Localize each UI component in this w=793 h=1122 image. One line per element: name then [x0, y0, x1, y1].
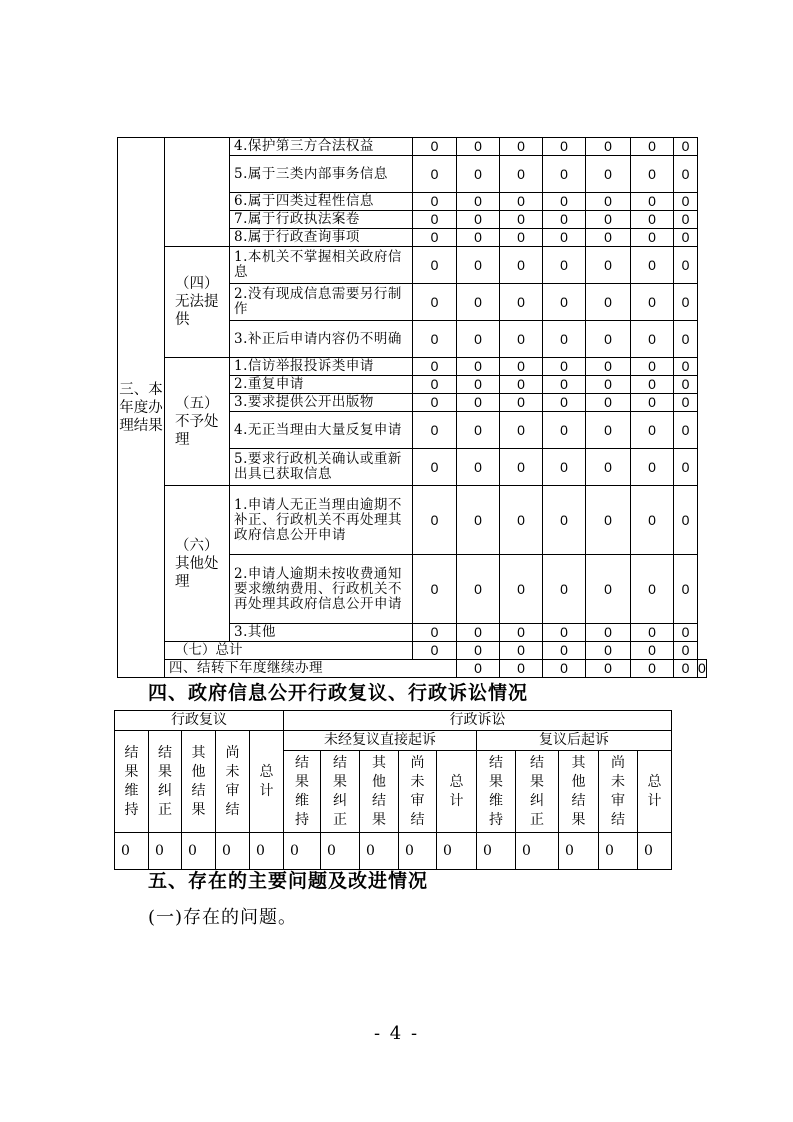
row-label: 5.要求行政机关确认或重新出具已获取信息 — [230, 449, 413, 486]
col-label: 结果维持 — [295, 754, 309, 828]
col-label: 尚未审结 — [611, 754, 625, 828]
col-label: 结果纠正 — [158, 744, 172, 818]
row-label: 4.保护第三方合法权益 — [230, 138, 413, 156]
cell-value: 0 — [543, 412, 586, 449]
cell-value: 0 — [543, 193, 586, 211]
table-row — [118, 247, 707, 284]
row-label: 2.没有现成信息需要另行制作 — [230, 284, 413, 321]
header-row — [115, 731, 672, 751]
cell-value: 0 — [586, 156, 631, 193]
cell-value: 0 — [631, 624, 674, 642]
cell-value: 0 — [586, 229, 631, 247]
cell-value: 0 — [586, 486, 631, 555]
cell-value: 0 — [543, 449, 586, 486]
cell-value: 0 — [413, 138, 457, 156]
cell-value: 0 — [631, 193, 674, 211]
cell-value: 0 — [543, 660, 586, 678]
cell-value: 0 — [674, 193, 698, 211]
cell-value: 0 — [413, 229, 457, 247]
cell-value: 0 — [500, 555, 543, 624]
group-4-label: （四）无法提供 — [165, 247, 230, 358]
cell-value: 0 — [599, 833, 638, 870]
cell-value: 0 — [500, 660, 543, 678]
after-review-header: 复议后起诉 — [477, 731, 672, 751]
direct-suit-header: 未经复议直接起诉 — [284, 731, 477, 751]
total-row-label: （七）总计 — [165, 642, 413, 660]
cell-value: 0 — [586, 624, 631, 642]
cell-value: 0 — [638, 833, 672, 870]
cell-value: 0 — [674, 624, 698, 642]
header-row — [115, 711, 672, 731]
cell-value: 0 — [399, 833, 437, 870]
cell-value: 0 — [631, 321, 674, 358]
cell-value: 0 — [457, 211, 500, 229]
cell-value: 0 — [631, 284, 674, 321]
cell-value: 0 — [457, 486, 500, 555]
cell-value: 0 — [457, 624, 500, 642]
cell-value: 0 — [457, 156, 500, 193]
cell-value: 0 — [457, 193, 500, 211]
cell-value: 0 — [674, 642, 698, 660]
cell-value: 0 — [457, 229, 500, 247]
cell-value: 0 — [543, 284, 586, 321]
cell-value: 0 — [586, 193, 631, 211]
cell-value: 0 — [586, 660, 631, 678]
cell-value: 0 — [674, 138, 698, 156]
page-number: - 4 - — [373, 1023, 420, 1044]
cell-value: 0 — [631, 555, 674, 624]
cell-value: 0 — [674, 555, 698, 624]
cell-value: 0 — [413, 358, 457, 376]
cell-value: 0 — [216, 833, 250, 870]
cell-value: 0 — [543, 555, 586, 624]
cell-value: 0 — [631, 156, 674, 193]
row-label: 7.属于行政执法案卷 — [230, 211, 413, 229]
cell-value: 0 — [457, 376, 500, 394]
table-row — [118, 358, 707, 376]
col-label: 结果纠正 — [333, 754, 347, 828]
row-label: 2.重复申请 — [230, 376, 413, 394]
cell-value: 0 — [631, 449, 674, 486]
cell-value: 0 — [586, 358, 631, 376]
cell-value: 0 — [674, 321, 698, 358]
cell-value: 0 — [115, 833, 149, 870]
review-header: 行政复议 — [115, 711, 284, 731]
col-label: 总计 — [259, 763, 274, 799]
cell-value: 0 — [500, 211, 543, 229]
review-litigation-table — [114, 710, 672, 870]
cell-value: 0 — [586, 555, 631, 624]
col-label: 总计 — [449, 773, 464, 809]
cell-value: 0 — [413, 284, 457, 321]
col-label: 其他结果 — [191, 744, 206, 818]
cell-value: 0 — [413, 486, 457, 555]
table-row — [118, 138, 707, 156]
cell-value: 0 — [631, 660, 674, 678]
table-row — [118, 486, 707, 555]
cell-value: 0 — [182, 833, 216, 870]
cell-value: 0 — [698, 660, 706, 676]
row-label: 2.申请人逾期未按收费通知要求缴纳费用、行政机关不再处理其政府信息公开申请 — [230, 555, 413, 624]
cell-value: 0 — [149, 833, 182, 870]
carry-over-label: 四、结转下年度继续办理 — [165, 660, 457, 678]
cell-value: 0 — [543, 486, 586, 555]
cell-value: 0 — [500, 229, 543, 247]
row-label: 1.申请人无正当理由逾期不补正、行政机关不再处理其政府信息公开申请 — [230, 486, 413, 555]
cell-value: 0 — [500, 624, 543, 642]
cell-value: 0 — [500, 358, 543, 376]
cell-value: 0 — [674, 412, 698, 449]
cell-value: 0 — [500, 642, 543, 660]
cell-value: 0 — [457, 358, 500, 376]
cell-value: 0 — [674, 358, 698, 376]
carry-over-row — [118, 660, 707, 678]
cell-value: 0 — [500, 321, 543, 358]
cell-value: 0 — [500, 449, 543, 486]
cell-value: 0 — [543, 211, 586, 229]
cell-value: 0 — [586, 284, 631, 321]
cell-value: 0 — [500, 156, 543, 193]
cell-value: 0 — [516, 833, 559, 870]
group-6-label: （六）其他处理 — [165, 486, 230, 642]
cell-value: 0 — [543, 376, 586, 394]
cell-value: 0 — [457, 394, 500, 412]
cell-value: 0 — [674, 229, 698, 247]
cell-value: 0 — [586, 321, 631, 358]
cell-value: 0 — [631, 642, 674, 660]
cell-value: 0 — [413, 321, 457, 358]
cell-value: 0 — [674, 284, 698, 321]
cell-value: 0 — [543, 247, 586, 284]
cell-value: 0 — [586, 211, 631, 229]
row-label: 3.要求提供公开出版物 — [230, 394, 413, 412]
cell-value: 0 — [543, 394, 586, 412]
row-label: 3.补正后申请内容仍不明确 — [230, 321, 413, 358]
total-row — [118, 642, 707, 660]
subsection-1-title: (一)存在的问题。 — [148, 907, 298, 928]
cell-value: 0 — [674, 211, 698, 229]
cell-value: 0 — [674, 156, 698, 193]
row-label: 1.信访举报投诉类申请 — [230, 358, 413, 376]
cell-value: 0 — [457, 449, 500, 486]
row-label: 6.属于四类过程性信息 — [230, 193, 413, 211]
cell-value: 0 — [457, 660, 500, 678]
cell-value: 0 — [413, 449, 457, 486]
cell-value: 0 — [543, 624, 586, 642]
cell-value: 0 — [457, 138, 500, 156]
cell-value: 0 — [586, 247, 631, 284]
cell-value: 0 — [631, 358, 674, 376]
row-label: 5.属于三类内部事务信息 — [230, 156, 413, 193]
cell-value: 0 — [413, 247, 457, 284]
cell-value: 0 — [586, 412, 631, 449]
cell-value: 0 — [457, 247, 500, 284]
cell-value: 0 — [250, 833, 284, 870]
cell-value: 0 — [674, 247, 698, 284]
cell-value: 0 — [500, 284, 543, 321]
cell-value: 0 — [543, 156, 586, 193]
col-label: 其他结果 — [571, 754, 586, 828]
col-label: 结果维持 — [124, 744, 139, 818]
cell-value: 0 — [437, 833, 477, 870]
section-4-title: 四、政府信息公开行政复议、行政诉讼情况 — [148, 682, 529, 704]
cell-value: 0 — [457, 412, 500, 449]
cell-value: 0 — [631, 394, 674, 412]
cell-value: 0 — [413, 211, 457, 229]
cell-value: 0 — [631, 376, 674, 394]
results-table — [117, 137, 707, 678]
cell-value: 0 — [543, 642, 586, 660]
cell-value: 0 — [413, 156, 457, 193]
cell-value: 0 — [631, 247, 674, 284]
cell-value: 0 — [457, 284, 500, 321]
cell-value: 0 — [413, 555, 457, 624]
row-label: 3.其他 — [230, 624, 413, 642]
cell-value: 0 — [631, 138, 674, 156]
cell-value: 0 — [543, 321, 586, 358]
cell-value: 0 — [674, 660, 698, 678]
cell-value: 0 — [500, 376, 543, 394]
cell-value: 0 — [360, 833, 399, 870]
cell-value: 0 — [477, 833, 516, 870]
cell-value: 0 — [586, 642, 631, 660]
cell-value: 0 — [413, 193, 457, 211]
cell-value: 0 — [674, 394, 698, 412]
cell-value: 0 — [321, 833, 360, 870]
cell-value: 0 — [457, 321, 500, 358]
col-label: 总计 — [647, 773, 662, 809]
cell-value: 0 — [413, 624, 457, 642]
cell-value: 0 — [457, 642, 500, 660]
cell-value: 0 — [413, 394, 457, 412]
cell-value: 0 — [413, 412, 457, 449]
col-label: 其他结果 — [372, 754, 386, 828]
cell-value: 0 — [500, 412, 543, 449]
cell-value: 0 — [586, 394, 631, 412]
cell-value: 0 — [586, 138, 631, 156]
cell-value: 0 — [586, 376, 631, 394]
section-3-label: 三、本年度办理结果 — [118, 138, 165, 678]
row-label: 4.无正当理由大量反复申请 — [230, 412, 413, 449]
col-label: 尚未审结 — [225, 744, 240, 818]
cell-value: 0 — [543, 229, 586, 247]
col-label: 尚未审结 — [410, 754, 425, 828]
cell-value: 0 — [559, 833, 599, 870]
litigation-header: 行政诉讼 — [284, 711, 672, 731]
cell-value: 0 — [631, 412, 674, 449]
group-3-continued-cell — [165, 138, 230, 247]
cell-value: 0 — [631, 486, 674, 555]
row-label: 8.属于行政查询事项 — [230, 229, 413, 247]
cell-value: 0 — [457, 555, 500, 624]
cell-value: 0 — [543, 138, 586, 156]
cell-value: 0 — [586, 449, 631, 486]
cell-value: 0 — [674, 449, 698, 486]
row-label: 1.本机关不掌握相关政府信息 — [230, 247, 413, 284]
cell-value: 0 — [500, 193, 543, 211]
col-label: 结果纠正 — [530, 754, 544, 828]
cell-value: 0 — [674, 376, 698, 394]
cell-value: 0 — [500, 486, 543, 555]
cell-value: 0 — [674, 486, 698, 555]
cell-value: 0 — [631, 211, 674, 229]
col-label: 结果维持 — [489, 754, 503, 828]
group-5-label: （五）不予处理 — [165, 358, 230, 486]
cell-value: 0 — [413, 642, 457, 660]
table-row — [115, 833, 672, 870]
cell-value: 0 — [413, 376, 457, 394]
cell-value: 0 — [543, 358, 586, 376]
cell-value: 0 — [284, 833, 321, 870]
cell-value: 0 — [631, 229, 674, 247]
cell-value: 0 — [500, 394, 543, 412]
section-5-title: 五、存在的主要问题及改进情况 — [148, 870, 429, 892]
cell-value: 0 — [500, 247, 543, 284]
cell-value: 0 — [500, 138, 543, 156]
